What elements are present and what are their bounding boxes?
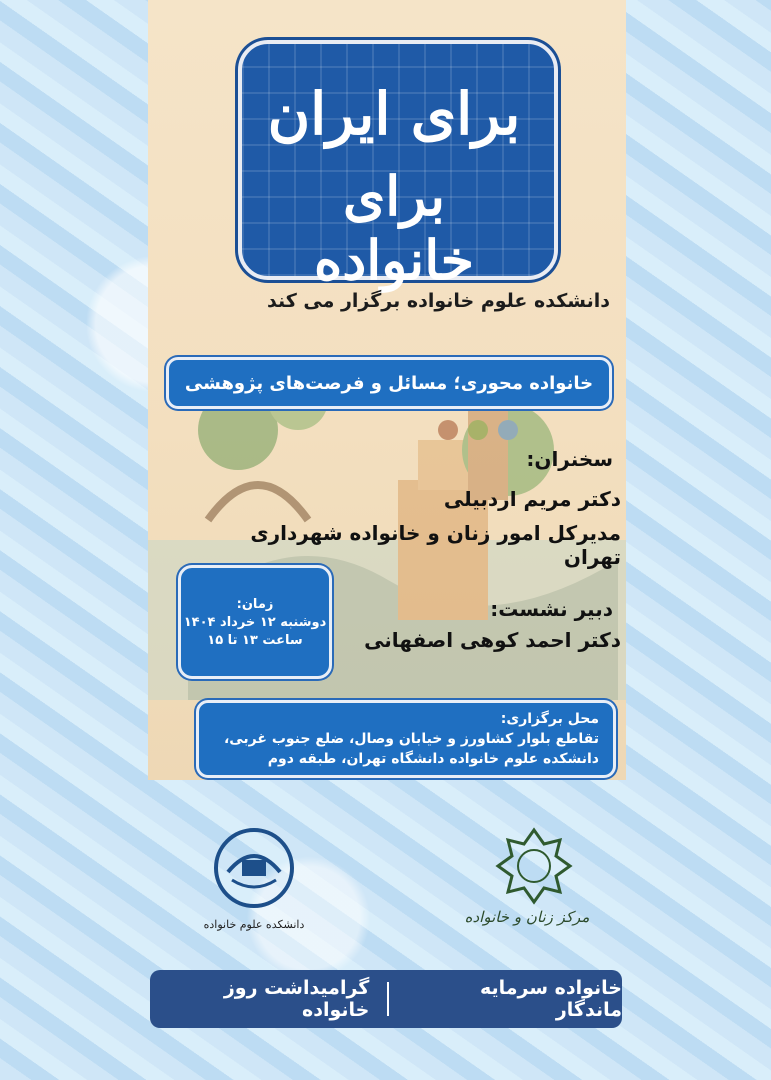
venue-box bbox=[196, 700, 616, 778]
speaker-role: مدیرکل امور زنان و خانواده شهرداری تهران bbox=[250, 521, 621, 569]
campaign-logo bbox=[238, 40, 558, 292]
venue-label: محل برگزاری: bbox=[500, 711, 599, 727]
time-date: دوشنبه ۱۲ خرداد ۱۴۰۴ bbox=[183, 614, 327, 630]
logo-line-1: برای ایران bbox=[267, 80, 521, 148]
title-banner bbox=[166, 357, 612, 409]
time-label: زمان: bbox=[236, 596, 274, 612]
speaker-name: دکتر مریم اردبیلی bbox=[443, 487, 621, 511]
logo-line-2: برای خانواده bbox=[313, 164, 475, 292]
footer-divider bbox=[387, 982, 389, 1016]
time-hours: ساعت ۱۳ تا ۱۵ bbox=[207, 632, 303, 648]
footer-left-text: گرامیداشت روز خانواده bbox=[223, 977, 370, 1021]
center-caption: مرکز زنان و خانواده bbox=[464, 908, 590, 926]
chair-name: دکتر احمد کوهی اصفهانی bbox=[364, 628, 621, 652]
women-family-center-emblem-icon bbox=[494, 826, 574, 906]
host-text: دانشکده علوم خانواده برگزار می کند bbox=[266, 290, 610, 312]
venue-line-2: دانشکده علوم خانواده دانشگاه تهران، طبقه دوم bbox=[267, 751, 599, 767]
speaker-label: سخنران: bbox=[526, 447, 613, 471]
footer-bar bbox=[150, 970, 622, 1028]
venue-line-1: تقاطع بلوار کشاورز و خیابان وصال، ضلع جنوب غربی، bbox=[223, 731, 599, 747]
time-box bbox=[178, 565, 332, 679]
footer-right-text: خانواده سرمایه ماندگار bbox=[479, 977, 622, 1021]
event-title: خانواده محوری؛ مسائل و فرصت‌های پژوهشی bbox=[184, 372, 594, 394]
ut-caption: دانشکده علوم خانواده bbox=[203, 918, 305, 931]
chair-label: دبیر نشست: bbox=[490, 597, 613, 621]
university-tehran-emblem-icon bbox=[212, 826, 296, 910]
